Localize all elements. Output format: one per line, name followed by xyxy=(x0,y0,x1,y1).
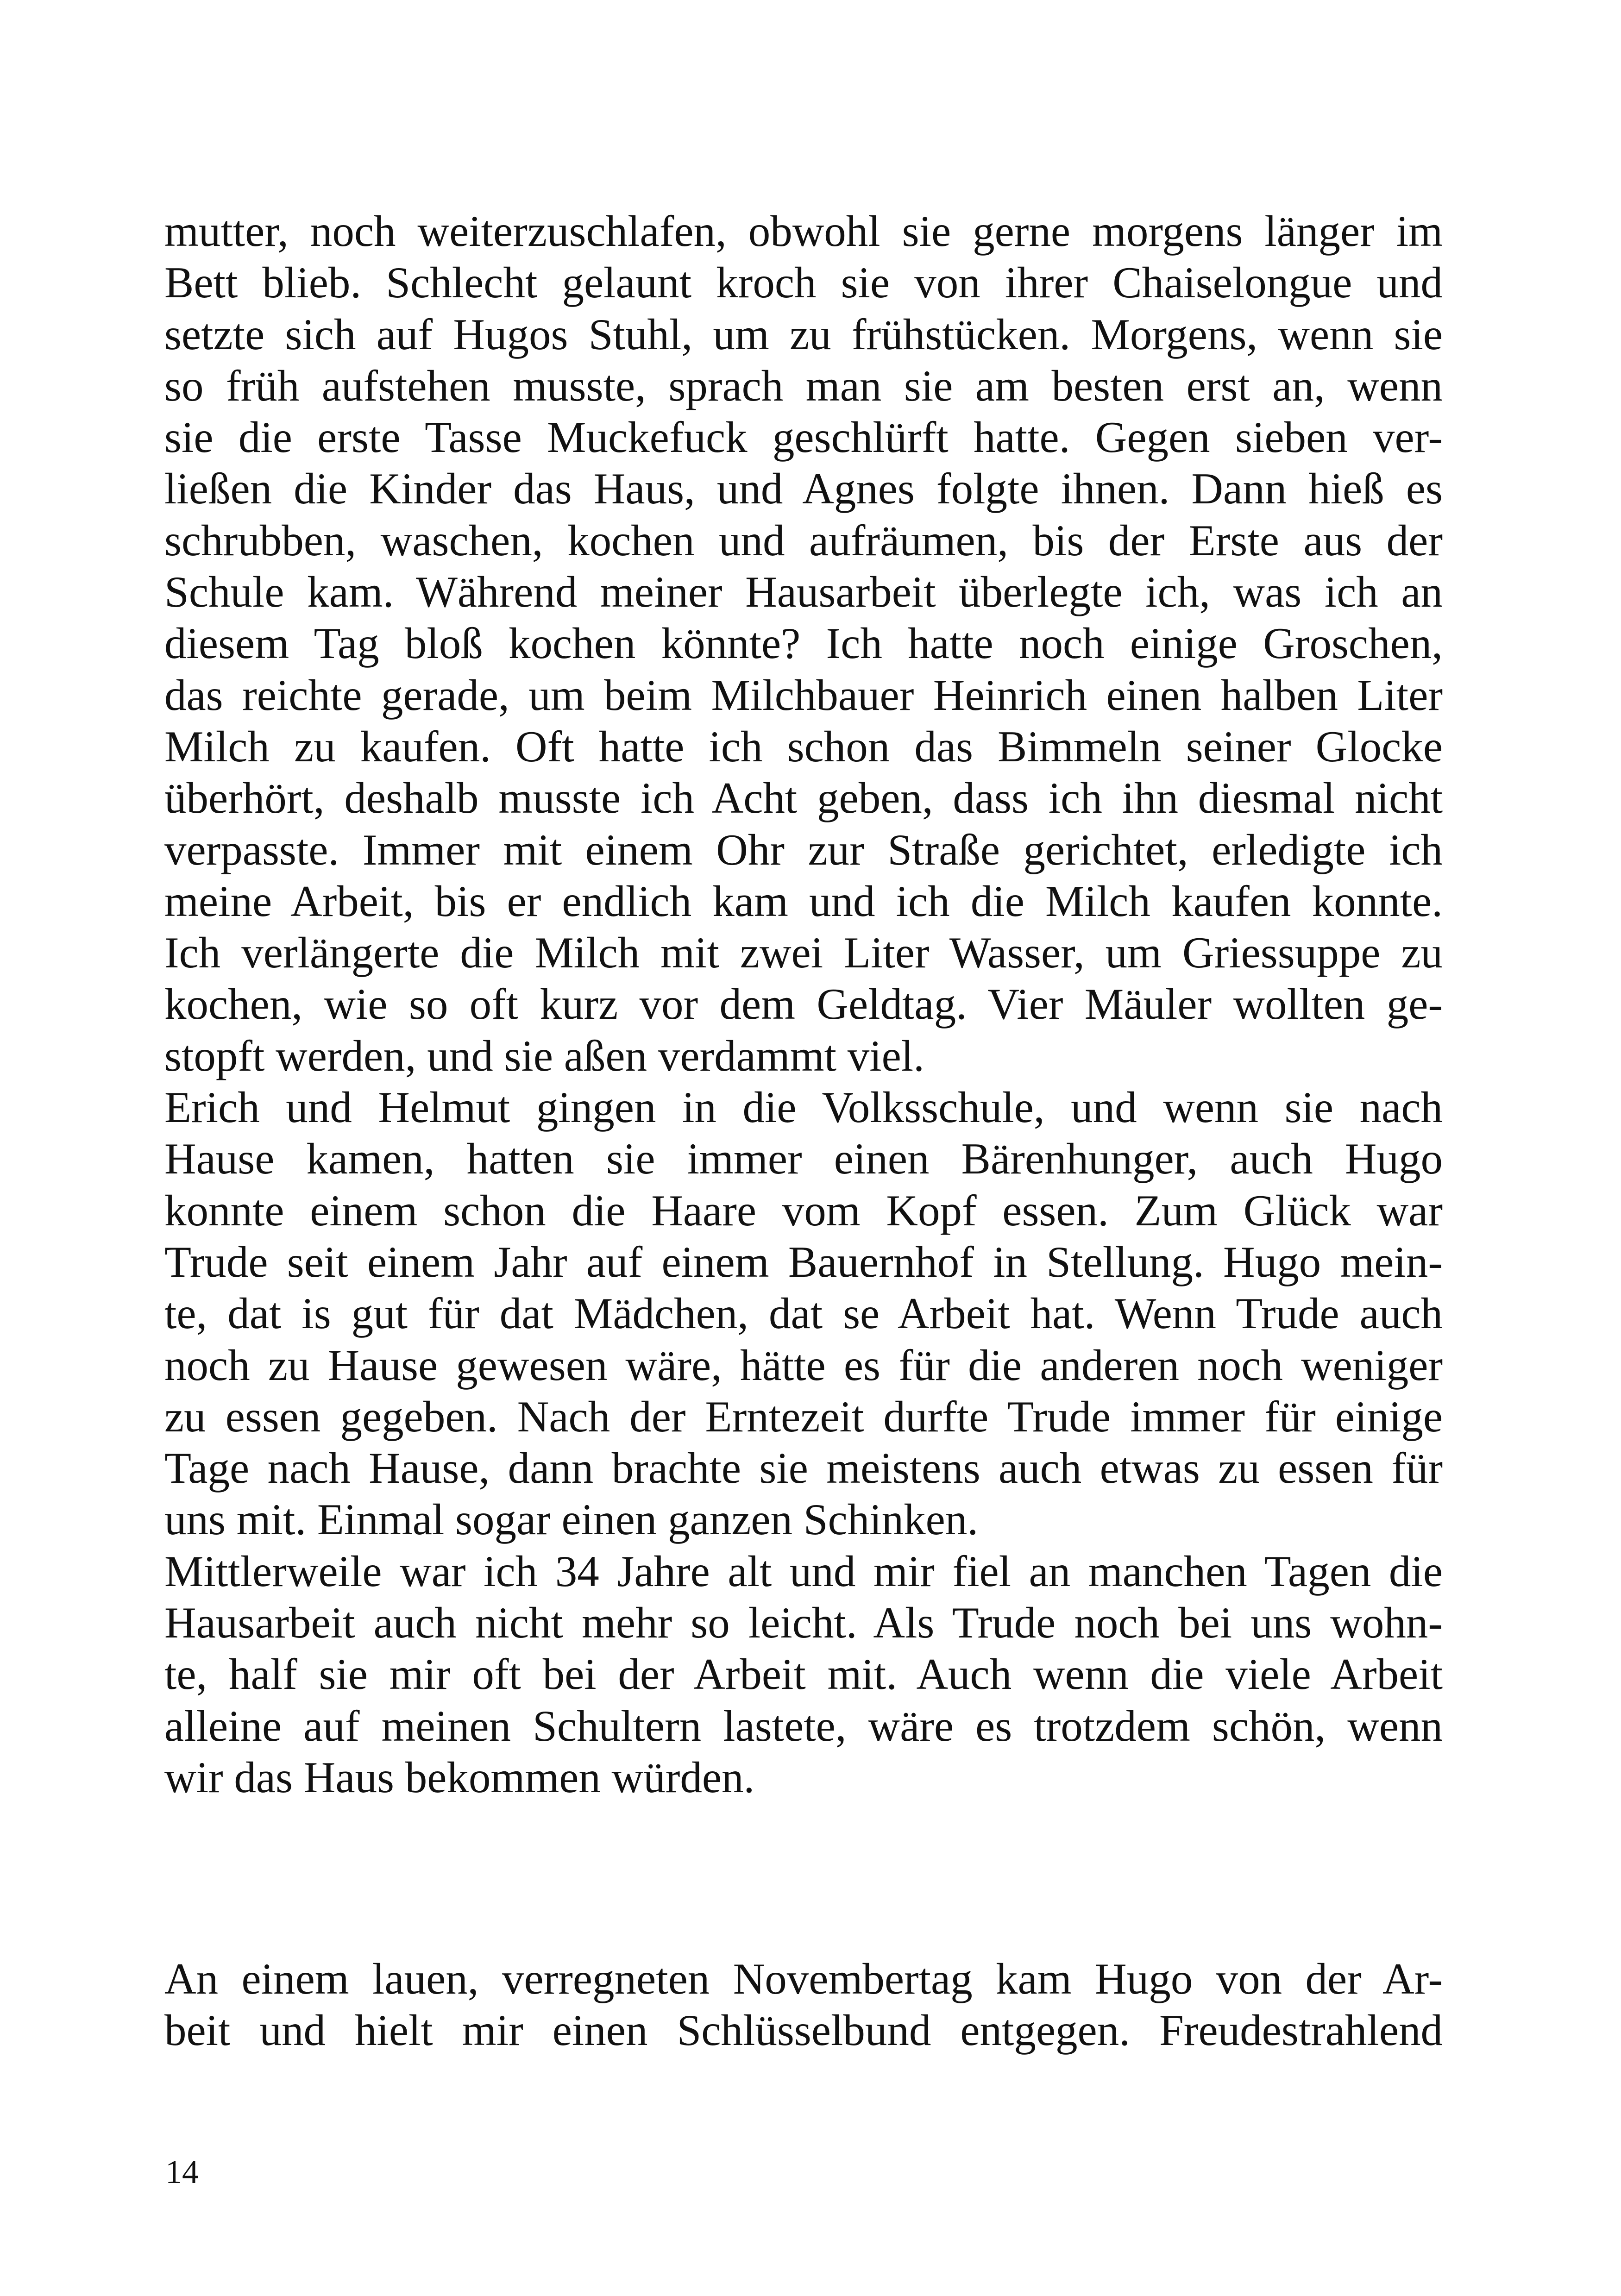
paragraph-3 xyxy=(164,1546,1443,1803)
text-line: Tage nach Hause, dann brachte sie meistens auch etwas zu essen für xyxy=(164,1443,1443,1493)
text-line: te, half sie mir oft bei der Arbeit mit. Auch wenn die viele Arbeit xyxy=(164,1650,1443,1699)
text-line: te, dat is gut für dat Mädchen, dat se Arbeit hat. Wenn Trude auch xyxy=(164,1289,1443,1338)
text-line: meine Arbeit, bis er endlich kam und ich die Milch kaufen konnte. xyxy=(164,876,1443,926)
text-line: Mittlerweile war ich 34 Jahre alt und mir fiel an manchen Tagen die xyxy=(164,1546,1443,1596)
text-line: schrubben, waschen, kochen und aufräumen, bis der Erste aus der xyxy=(164,515,1443,565)
text-line: noch zu Hause gewesen wäre, hätte es für die anderen noch weniger xyxy=(164,1340,1443,1390)
text-line: setzte sich auf Hugos Stuhl, um zu frühstücken. Morgens, wenn sie xyxy=(164,309,1443,359)
text-line: alleine auf meinen Schultern lastete, wäre es trotzdem schön, wenn xyxy=(164,1701,1443,1750)
text-line: stopft werden, und sie aßen verdammt viel. xyxy=(164,1031,924,1080)
text-line: Milch zu kaufen. Oft hatte ich schon das Bimmeln seiner Glocke xyxy=(164,721,1443,771)
text-line: Erich und Helmut gingen in die Volksschule, und wenn sie nach xyxy=(164,1083,1443,1132)
text-line: Schule kam. Während meiner Hausarbeit überlegte ich, was ich an xyxy=(164,567,1443,617)
page-number: 14 xyxy=(165,2153,199,2190)
text-line: überhört, deshalb musste ich Acht geben, dass ich ihn diesmal nicht xyxy=(164,773,1443,823)
text-line: so früh aufstehen musste, sprach man sie am besten erst an, wenn xyxy=(164,361,1443,410)
text-line: Hause kamen, hatten sie immer einen Bärenhunger, auch Hugo xyxy=(164,1134,1443,1184)
text-line: Hausarbeit auch nicht mehr so leicht. Als Trude noch bei uns wohn- xyxy=(164,1598,1443,1648)
paragraph-2 xyxy=(164,1082,1443,1546)
text-line: Trude seit einem Jahr auf einem Bauernhof in Stellung. Hugo mein- xyxy=(164,1237,1443,1286)
text-line: zu essen gegeben. Nach der Erntezeit durfte Trude immer für einige xyxy=(164,1392,1443,1441)
paragraph-1 xyxy=(164,206,1443,1082)
text-line: An einem lauen, verregneten Novembertag kam Hugo von der Ar- xyxy=(164,1954,1443,2003)
paragraph-4 xyxy=(164,1953,1443,2057)
text-line: uns mit. Einmal sogar einen ganzen Schinken. xyxy=(164,1495,979,1544)
text-line: das reichte gerade, um beim Milchbauer Heinrich einen halben Liter xyxy=(164,670,1443,720)
text-line: verpasste. Immer mit einem Ohr zur Straße gerichtet, erledigte ich xyxy=(164,825,1443,874)
text-line: wir das Haus bekommen würden. xyxy=(164,1752,755,1802)
text-line: diesem Tag bloß kochen könnte? Ich hatte noch einige Groschen, xyxy=(164,619,1443,668)
text-line: sie die erste Tasse Muckefuck geschlürft hatte. Gegen sieben ver- xyxy=(164,413,1443,462)
text-line: ließen die Kinder das Haus, und Agnes folgte ihnen. Dann hieß es xyxy=(164,464,1443,514)
text-line: beit und hielt mir einen Schlüsselbund entgegen. Freudestrahlend xyxy=(164,2006,1443,2055)
body-text xyxy=(164,206,1443,1803)
text-line: mutter, noch weiterzuschlafen, obwohl sie gerne morgens länger im xyxy=(164,207,1443,256)
text-line: Bett blieb. Schlecht gelaunt kroch sie von ihrer Chaiselongue und xyxy=(164,258,1443,307)
text-line: konnte einem schon die Haare vom Kopf essen. Zum Glück war xyxy=(164,1186,1443,1235)
text-line: kochen, wie so oft kurz vor dem Geldtag. Vier Mäuler wollten ge- xyxy=(164,979,1443,1029)
text-line: Ich verlängerte die Milch mit zwei Liter Wasser, um Griessuppe zu xyxy=(164,928,1443,978)
